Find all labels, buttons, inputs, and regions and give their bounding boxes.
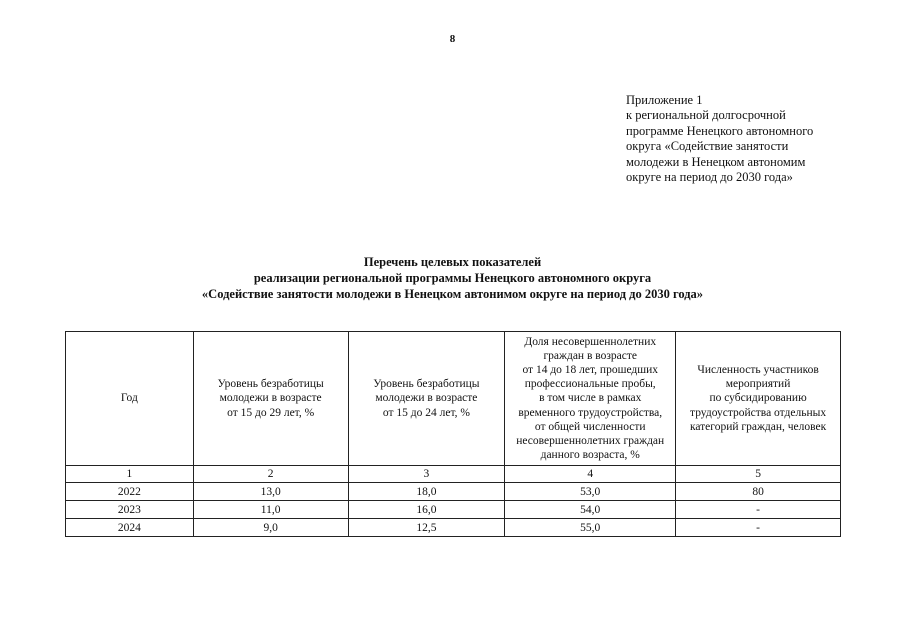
table-header [66, 332, 841, 466]
cell-unemployment-15-24: 18,0 [348, 483, 505, 501]
header-line: несовершеннолетних граждан [516, 435, 665, 447]
header-unemployment-15-29 [193, 332, 348, 466]
header-line: данного возраста, % [540, 449, 640, 462]
header-line: категорий граждан, человек [689, 420, 827, 433]
appendix-line: программе Ненецкого автономного [626, 123, 814, 138]
header-line: профессиональные пробы, [524, 378, 656, 391]
header-line: по субсидированию [709, 392, 807, 405]
title-line: «Содействие занятости молодежи в Ненецком автонимом округе на период до 2030 года» [201, 287, 704, 301]
cell-participants-count: - [676, 501, 841, 519]
column-number: 2 [193, 466, 348, 483]
header-line: мероприятий [725, 378, 791, 391]
header-line: Уровень безработицы [373, 378, 480, 391]
title-line: Перечень целевых показателей [363, 255, 542, 269]
appendix-line: округе на период до 2030 года» [626, 170, 793, 185]
cell-participants-count: 80 [676, 483, 841, 501]
column-number: 3 [348, 466, 505, 483]
column-number-row [66, 466, 841, 483]
table-row [66, 483, 841, 501]
header-line: Численность участников [697, 363, 819, 376]
appendix-line: Приложение 1 [626, 93, 703, 107]
header-line: от 14 до 18 лет, прошедших [522, 363, 659, 376]
cell-year: 2024 [66, 519, 194, 537]
cell-participants-count: - [676, 519, 841, 537]
cell-unemployment-15-24: 16,0 [348, 501, 505, 519]
header-line: Доля несовершеннолетних [524, 335, 657, 348]
page-number: 8 [449, 33, 456, 45]
header-line: от 15 до 24 лет, % [382, 406, 470, 419]
cell-year: 2022 [66, 483, 194, 501]
cell-year: 2023 [66, 501, 194, 519]
cell-unemployment-15-24: 12,5 [348, 519, 505, 537]
header-unemployment-15-24 [348, 332, 505, 466]
document-title [0, 254, 905, 302]
table-row [66, 501, 841, 519]
appendix-line: молодежи в Ненецком автономим [626, 154, 806, 169]
table-row [66, 519, 841, 537]
title-line: реализации региональной программы Ненецкого автономного округа [253, 271, 652, 285]
cell-minors-share: 54,0 [505, 501, 676, 519]
appendix-line: к региональной долгосрочной [626, 108, 786, 123]
header-line: Год [120, 392, 138, 405]
cell-unemployment-15-29: 9,0 [193, 519, 348, 537]
indicators-table [65, 331, 841, 537]
header-line: в том числе в рамках [539, 392, 642, 405]
header-line: Уровень безработицы [217, 378, 324, 391]
header-line: от общей численности [534, 420, 646, 433]
header-line: молодежи в возрасте [375, 392, 478, 405]
column-number: 5 [676, 466, 841, 483]
header-line: трудоустройства отдельных [690, 406, 827, 419]
header-row [66, 332, 841, 466]
header-participants-count [676, 332, 841, 466]
column-number: 4 [505, 466, 676, 483]
cell-minors-share: 55,0 [505, 519, 676, 537]
column-number: 1 [66, 466, 194, 483]
appendix-line: округа «Содействие занятости [626, 139, 789, 154]
header-line: временного трудоустройства, [518, 406, 663, 419]
header-year [66, 332, 194, 466]
header-line: граждан в возрасте [543, 349, 637, 362]
header-minors-share [505, 332, 676, 466]
header-line: от 15 до 29 лет, % [227, 406, 315, 419]
cell-unemployment-15-29: 13,0 [193, 483, 348, 501]
appendix-note [626, 93, 876, 185]
cell-minors-share: 53,0 [505, 483, 676, 501]
cell-unemployment-15-29: 11,0 [193, 501, 348, 519]
header-line: молодежи в возрасте [219, 392, 322, 405]
